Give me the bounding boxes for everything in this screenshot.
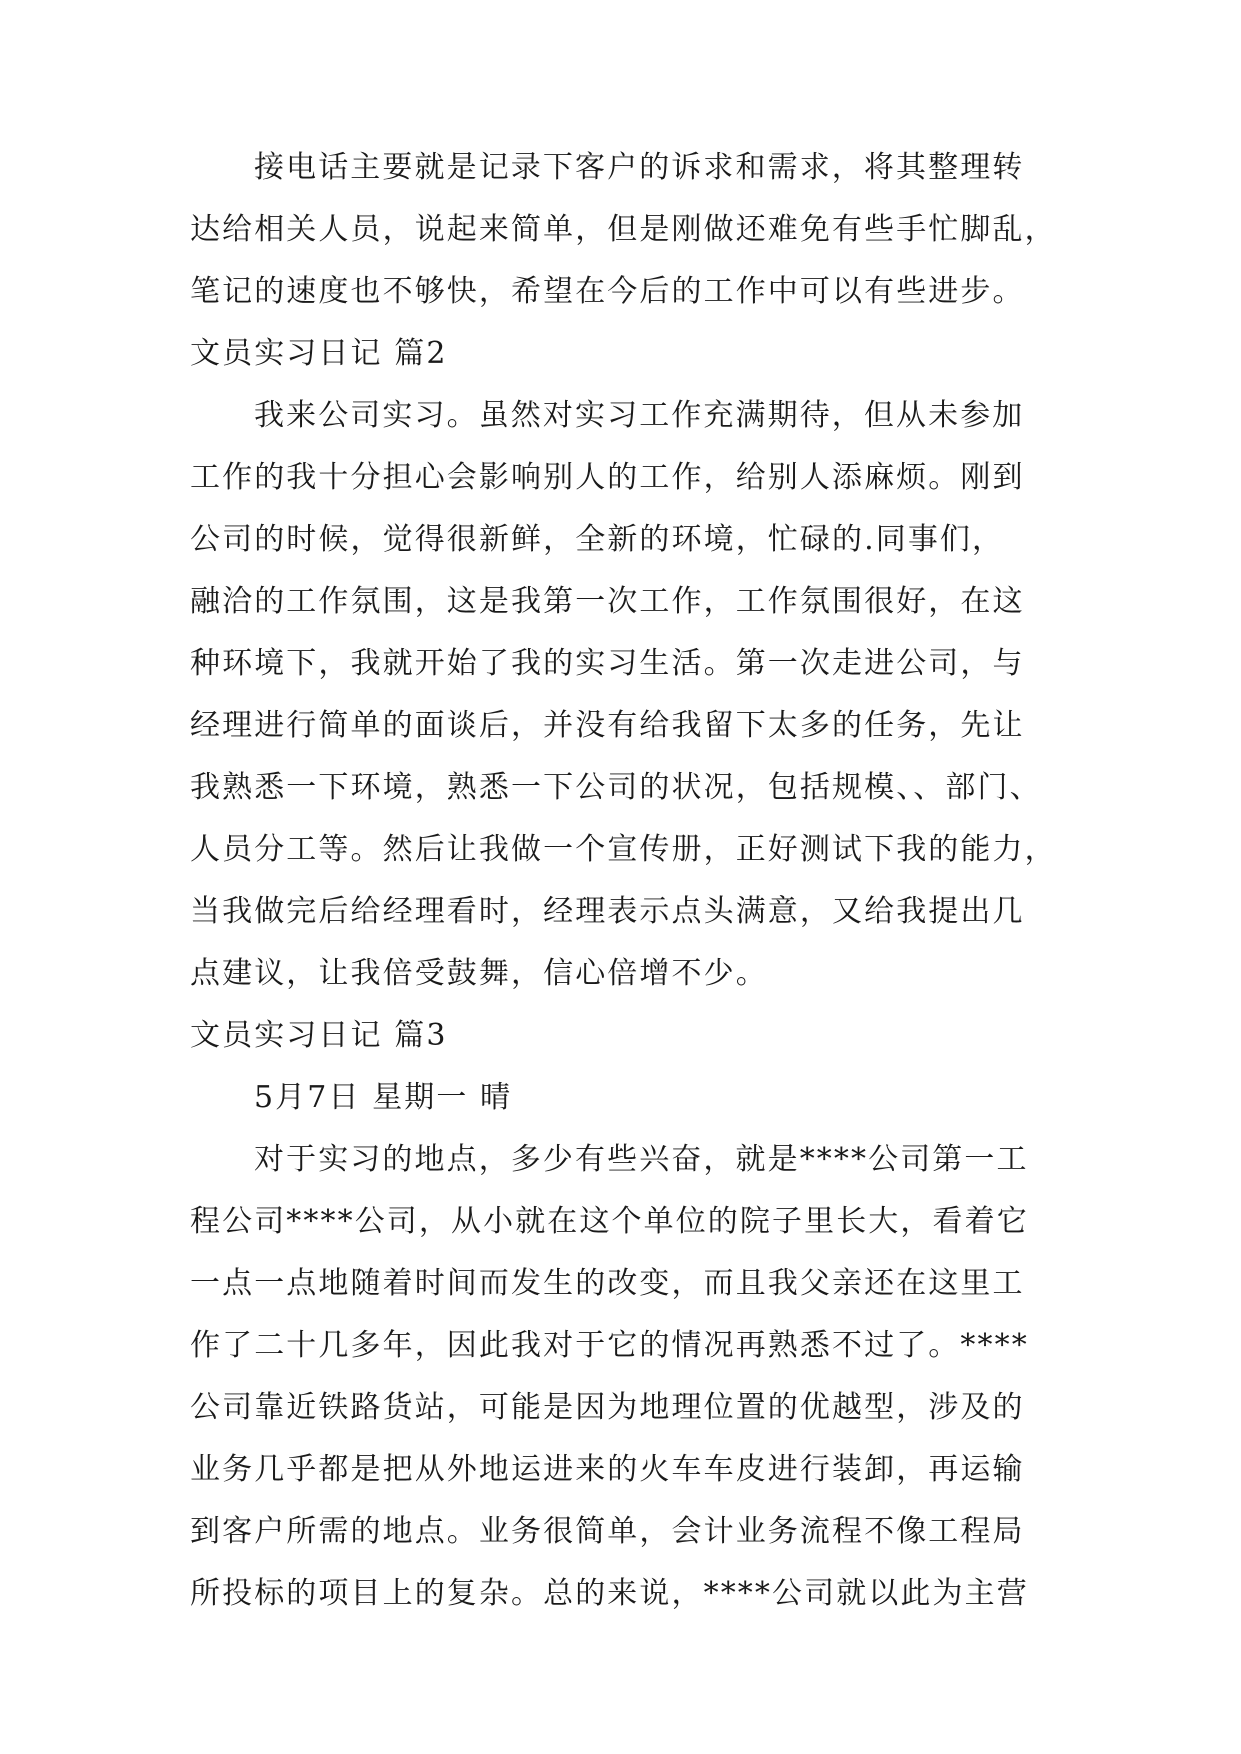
paragraph-line: 到客户所需的地点。业务很简单，会计业务流程不像工程局 [190,1514,1025,1549]
paragraph-line: 人员分工等。然后让我做一个宣传册，正好测试下我的能力， [190,832,1057,867]
paragraph-line: 达给相关人员，说起来简单，但是刚做还难免有些手忙脚乱， [190,212,1057,247]
paragraph-line: 种环境下，我就开始了我的实习生活。第一次走进公司，与 [190,646,1025,681]
paragraph-line: 公司的时候，觉得很新鲜，全新的环境，忙碌的.同事们， [190,522,1005,557]
date-line: 5月7日 星期一 晴 [254,1080,513,1115]
section-heading: 文员实习日记 篇2 [190,336,448,371]
paragraph-line: 点建议，让我倍受鼓舞，信心倍增不少。 [190,956,768,991]
paragraph-line: 作了二十几多年，因此我对于它的情况再熟悉不过了。**** [190,1328,1029,1363]
paragraph-line: 所投标的项目上的复杂。总的来说，****公司就以此为主营 [190,1576,1029,1611]
paragraph-line: 工作的我十分担心会影响别人的工作，给别人添麻烦。刚到 [190,460,1025,495]
paragraph-line: 我来公司实习。虽然对实习工作充满期待，但从未参加 [254,398,1025,433]
paragraph-line: 我熟悉一下环境，熟悉一下公司的状况，包括规模、、部门、 [190,770,1042,805]
paragraph-line: 公司靠近铁路货站，可能是因为地理位置的优越型，涉及的 [190,1390,1025,1425]
paragraph-line: 经理进行简单的面谈后，并没有给我留下太多的任务，先让 [190,708,1025,743]
paragraph-line: 笔记的速度也不够快，希望在今后的工作中可以有些进步。 [190,274,1025,309]
paragraph-line: 融洽的工作氛围，这是我第一次工作，工作氛围很好，在这 [190,584,1025,619]
paragraph-line: 接电话主要就是记录下客户的诉求和需求，将其整理转 [254,150,1025,185]
section-heading: 文员实习日记 篇3 [190,1018,448,1053]
paragraph-line: 业务几乎都是把从外地运进来的火车车皮进行装卸，再运输 [190,1452,1025,1487]
paragraph-line: 一点一点地随着时间而发生的改变，而且我父亲还在这里工 [190,1266,1025,1301]
paragraph-line: 程公司****公司，从小就在这个单位的院子里长大，看着它 [190,1204,1029,1239]
paragraph-line: 对于实习的地点，多少有些兴奋，就是****公司第一工 [254,1142,1029,1177]
paragraph-line: 当我做完后给经理看时，经理表示点头满意，又给我提出几 [190,894,1025,929]
